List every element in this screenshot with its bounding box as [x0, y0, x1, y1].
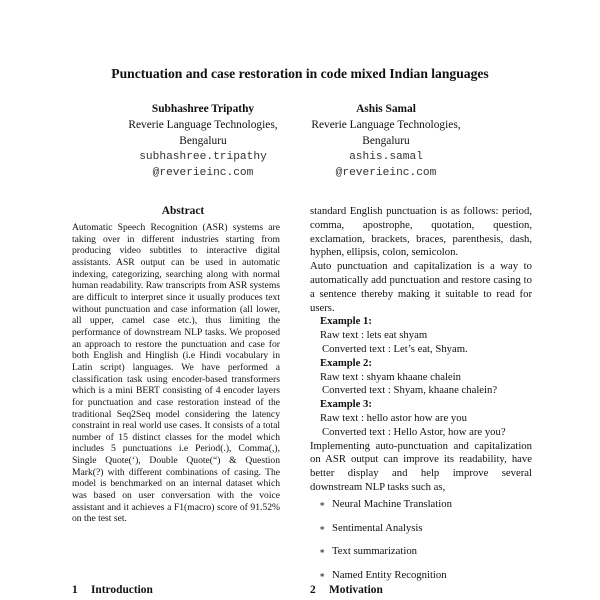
section-title: Motivation [329, 584, 383, 596]
author-name: Subhashree Tripathy [151, 103, 255, 115]
abstract-heading: Abstract [161, 205, 205, 217]
list-item-label: Neural Machine Translation [332, 497, 452, 510]
example-block [310, 315, 532, 356]
section-number: 2 [310, 584, 316, 596]
asterisk-bullet-icon: ∗ [319, 522, 326, 533]
author-block-1 [103, 101, 303, 181]
author-name: Ashis Samal [356, 103, 416, 115]
section-number: 1 [72, 584, 78, 596]
abstract-body: Automatic Speech Recognition (ASR) systems are taking over in different industries starting from producing video subtitles to interactive digital assistants. ASR output can be used in automatic indexing, categorizing, searching along with normal human readability. Raw transcripts from ASR systems are difficult to interpret since it usually produces text without punctuation and case information (all lower, all upper, camel case etc.), thus limiting the performance of downstream NLP tasks. We proposed an approach to restore the punctuation and case for both English and Hinglish (i.e Hindi vocabulary in Latin script) languages. We have performed a classification task using encoder-based transformers which is a mini BERT consisting of 4 encoder layers for punctuation and case restoration instead of the traditional Seq2Seq model considering the latency constraint in real world use cases. It consists of a total number of 15 distinct classes for the model which includes 5 punctuations i.e Period(.), Comma(,), Single Quote(‘), Double Quote(“) & Question Mark(?) with different combinations of casing. The model is benchmarked on an internal dataset which was based on user conversation with the voice assistant and it achieves a F1(macro) score of 91.52% on the test set. [72, 222, 281, 525]
author-affiliation: Reverie Language Technologies, [311, 119, 461, 131]
example-block [310, 357, 532, 398]
section-heading-motivation [310, 584, 383, 596]
applications-list [310, 498, 532, 583]
list-item [319, 522, 532, 536]
author-city: Bengaluru [179, 135, 227, 147]
list-item-label: Sentimental Analysis [332, 521, 423, 534]
list-item-label: Text summarization [332, 545, 418, 558]
asterisk-bullet-icon: ∗ [319, 546, 326, 557]
example-raw-text: Raw text : hello astor how are you [320, 411, 467, 424]
author-block-2 [286, 101, 486, 181]
example-heading: Example 2: [320, 356, 372, 369]
author-email-domain: @reverieinc.com [152, 167, 254, 179]
list-item [319, 498, 532, 512]
author-email-domain: @reverieinc.com [335, 167, 437, 179]
example-converted-text: Converted text : Hello Astor, how are you? [322, 425, 506, 438]
list-item [319, 545, 532, 559]
section-heading-introduction [72, 584, 153, 596]
punctuation-list-paragraph: standard English punctuation is as follows: period, comma, apostrophe, quotation, question, exclamation, brackets, braces, parenthesis, dash, hyphen, ellipsis, colon, semicolon. [310, 205, 532, 259]
section-title: Introduction [91, 584, 153, 596]
implementation-paragraph: Implementing auto-punctuation and capitalization on ASR output can improve its readability, have better display and help improve several downstream NLP tasks such as, [310, 439, 532, 493]
example-converted-text: Converted text : Let’s eat, Shyam. [322, 342, 468, 355]
example-block [310, 398, 532, 439]
author-email-user: subhashree.tripathy [139, 151, 267, 163]
right-column [310, 205, 532, 593]
author-affiliation: Reverie Language Technologies, [128, 119, 278, 131]
example-heading: Example 1: [320, 315, 372, 328]
asterisk-bullet-icon: ∗ [319, 498, 326, 509]
list-item [319, 569, 532, 583]
paper-title: Punctuation and case restoration in code mixed Indian languages [111, 66, 489, 81]
asterisk-bullet-icon: ∗ [319, 570, 326, 581]
example-raw-text: Raw text : shyam khaane chalein [320, 370, 461, 383]
example-raw-text: Raw text : lets eat shyam [320, 329, 428, 342]
example-heading: Example 3: [320, 398, 372, 411]
example-converted-text: Converted text : Shyam, khaane chalein? [322, 384, 498, 397]
auto-punctuation-paragraph: Auto punctuation and capitalization is a way to automatically add punctuation and restore casing to a sentence thereby making it suitable to read for users. [310, 260, 532, 314]
author-email-user: ashis.samal [349, 151, 423, 163]
author-city: Bengaluru [362, 135, 410, 147]
list-item-label: Named Entity Recognition [332, 569, 447, 582]
